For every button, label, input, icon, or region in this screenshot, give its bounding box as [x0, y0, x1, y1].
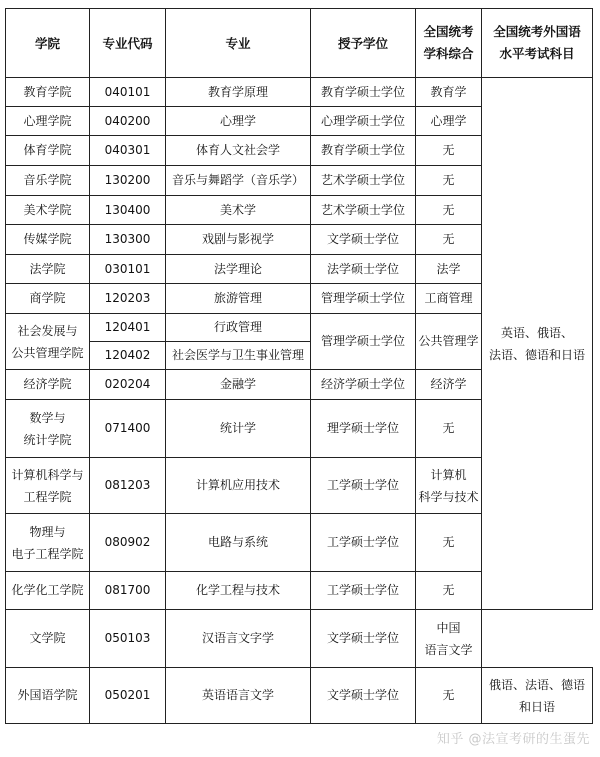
comprehensive-cell: 无 — [416, 196, 482, 225]
code-cell: 120401 — [90, 314, 166, 342]
major-cell: 英语语言文学 — [166, 668, 311, 724]
college-cell: 文学院 — [6, 610, 90, 668]
table-row — [6, 668, 593, 724]
comprehensive-cell: 无 — [416, 225, 482, 255]
degree-cell: 文学硕士学位 — [311, 668, 416, 724]
code-cell: 040200 — [90, 107, 166, 136]
college-cell: 数学与 统计学院 — [6, 400, 90, 458]
college-cell: 商学院 — [6, 284, 90, 314]
comprehensive-cell: 心理学 — [416, 107, 482, 136]
watermark: 知乎 @法宣考研的生蛋先 — [436, 732, 590, 747]
college-cell: 物理与 电子工程学院 — [6, 514, 90, 572]
comprehensive-cell: 计算机 科学与技术 — [416, 458, 482, 514]
major-cell: 音乐与舞蹈学（音乐学） — [166, 166, 311, 196]
degree-cell: 文学硕士学位 — [311, 225, 416, 255]
college-cell: 社会发展与 公共管理学院 — [6, 314, 90, 370]
degree-cell: 教育学硕士学位 — [311, 78, 416, 107]
degree-cell: 教育学硕士学位 — [311, 136, 416, 166]
major-cell: 汉语言文字学 — [166, 610, 311, 668]
degree-cell: 艺术学硕士学位 — [311, 196, 416, 225]
major-cell: 美术学 — [166, 196, 311, 225]
language-subjects-foreign-cell: 俄语、法语、德语 和日语 — [482, 668, 593, 724]
comprehensive-cell: 公共管理学 — [416, 314, 482, 370]
degree-cell: 文学硕士学位 — [311, 610, 416, 668]
comprehensive-cell: 无 — [416, 514, 482, 572]
major-cell: 教育学原理 — [166, 78, 311, 107]
comprehensive-cell: 经济学 — [416, 370, 482, 400]
college-cell: 经济学院 — [6, 370, 90, 400]
major-cell: 电路与系统 — [166, 514, 311, 572]
code-cell: 071400 — [90, 400, 166, 458]
degree-cell: 工学硕士学位 — [311, 458, 416, 514]
admissions-table — [5, 8, 593, 724]
header-college: 学院 — [6, 9, 90, 78]
college-cell: 计算机科学与 工程学院 — [6, 458, 90, 514]
college-cell: 化学化工学院 — [6, 572, 90, 610]
comprehensive-cell: 教育学 — [416, 78, 482, 107]
comprehensive-cell: 无 — [416, 572, 482, 610]
code-cell: 050103 — [90, 610, 166, 668]
major-cell: 心理学 — [166, 107, 311, 136]
code-cell: 040101 — [90, 78, 166, 107]
code-cell: 040301 — [90, 136, 166, 166]
degree-cell: 心理学硕士学位 — [311, 107, 416, 136]
degree-cell: 管理学硕士学位 — [311, 314, 416, 370]
college-cell: 法学院 — [6, 255, 90, 284]
comprehensive-cell: 工商管理 — [416, 284, 482, 314]
code-cell: 130400 — [90, 196, 166, 225]
code-cell: 130200 — [90, 166, 166, 196]
code-cell: 081203 — [90, 458, 166, 514]
major-cell: 化学工程与技术 — [166, 572, 311, 610]
header-foreign-language: 全国统考外国语 水平考试科目 — [482, 9, 593, 78]
code-cell: 020204 — [90, 370, 166, 400]
college-cell: 外国语学院 — [6, 668, 90, 724]
header-comprehensive: 全国统考 学科综合 — [416, 9, 482, 78]
code-cell: 120203 — [90, 284, 166, 314]
major-cell: 统计学 — [166, 400, 311, 458]
college-cell: 心理学院 — [6, 107, 90, 136]
degree-cell: 法学硕士学位 — [311, 255, 416, 284]
major-cell: 行政管理 — [166, 314, 311, 342]
code-cell: 030101 — [90, 255, 166, 284]
major-cell: 戏剧与影视学 — [166, 225, 311, 255]
major-cell: 计算机应用技术 — [166, 458, 311, 514]
degree-cell: 工学硕士学位 — [311, 572, 416, 610]
college-cell: 传媒学院 — [6, 225, 90, 255]
comprehensive-cell: 无 — [416, 400, 482, 458]
header-code: 专业代码 — [90, 9, 166, 78]
major-cell: 金融学 — [166, 370, 311, 400]
code-cell: 120402 — [90, 342, 166, 370]
degree-cell: 艺术学硕士学位 — [311, 166, 416, 196]
major-cell: 法学理论 — [166, 255, 311, 284]
degree-cell: 管理学硕士学位 — [311, 284, 416, 314]
major-cell: 旅游管理 — [166, 284, 311, 314]
header-degree: 授予学位 — [311, 9, 416, 78]
major-cell: 体育人文社会学 — [166, 136, 311, 166]
code-cell: 050201 — [90, 668, 166, 724]
degree-cell: 工学硕士学位 — [311, 514, 416, 572]
language-subjects-cell: 英语、俄语、 法语、德语和日语 — [482, 78, 593, 610]
degree-cell: 经济学硕士学位 — [311, 370, 416, 400]
code-cell: 081700 — [90, 572, 166, 610]
college-cell: 教育学院 — [6, 78, 90, 107]
comprehensive-cell: 无 — [416, 136, 482, 166]
college-cell: 美术学院 — [6, 196, 90, 225]
comprehensive-cell: 无 — [416, 668, 482, 724]
degree-cell: 理学硕士学位 — [311, 400, 416, 458]
comprehensive-cell: 中国 语言文学 — [416, 610, 482, 668]
comprehensive-cell: 无 — [416, 166, 482, 196]
code-cell: 130300 — [90, 225, 166, 255]
header-major: 专业 — [166, 9, 311, 78]
table-row — [6, 78, 593, 107]
code-cell: 080902 — [90, 514, 166, 572]
header-row — [6, 9, 593, 78]
comprehensive-cell: 法学 — [416, 255, 482, 284]
college-cell: 体育学院 — [6, 136, 90, 166]
college-cell: 音乐学院 — [6, 166, 90, 196]
table-row — [6, 610, 593, 668]
major-cell: 社会医学与卫生事业管理 — [166, 342, 311, 370]
